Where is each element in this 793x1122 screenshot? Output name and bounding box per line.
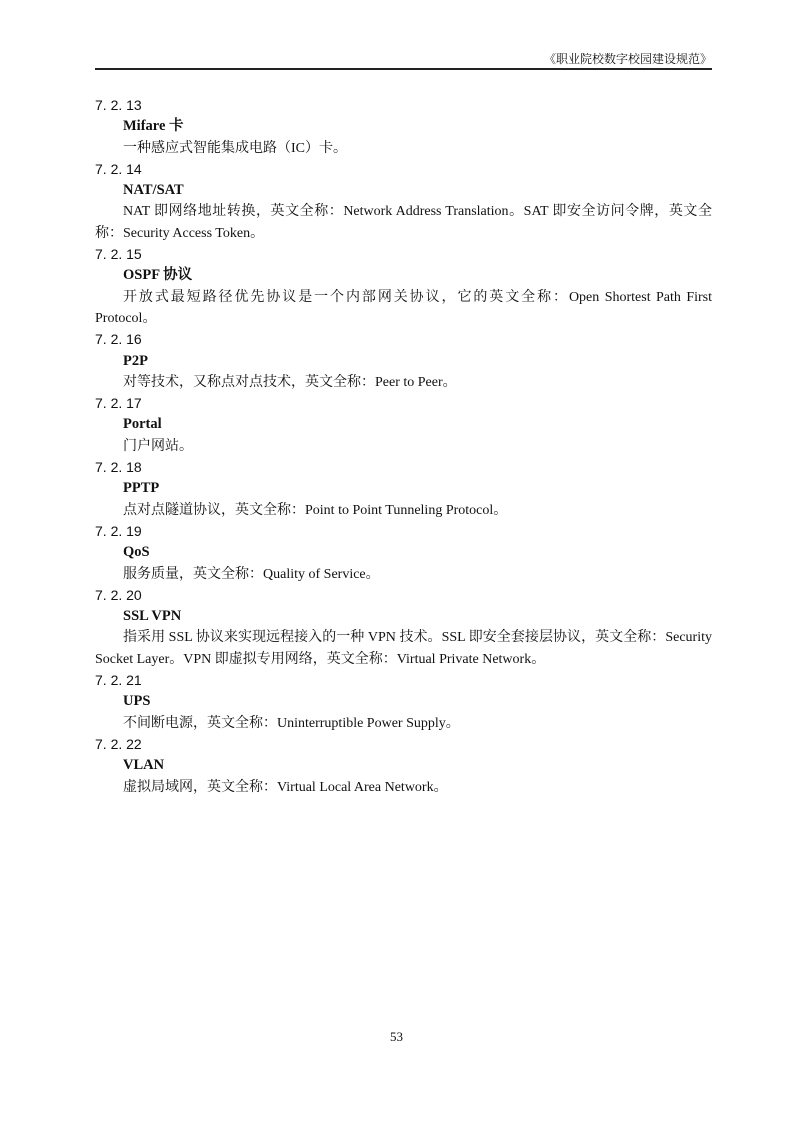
term-name: UPS bbox=[123, 693, 151, 710]
glossary-section bbox=[95, 457, 712, 521]
glossary-section bbox=[95, 244, 712, 329]
glossary-section bbox=[95, 670, 712, 734]
term-name: P2P bbox=[123, 352, 148, 369]
header-title: 《职业院校数字校园建设规范》 bbox=[543, 52, 712, 66]
glossary-section bbox=[95, 159, 712, 244]
section-number: 7. 2. 16 bbox=[95, 331, 142, 348]
section-number: 7. 2. 14 bbox=[95, 160, 142, 177]
glossary-section bbox=[95, 393, 712, 457]
glossary-content bbox=[95, 95, 712, 798]
section-number: 7. 2. 15 bbox=[95, 246, 142, 263]
glossary-section bbox=[95, 95, 712, 159]
glossary-section bbox=[95, 329, 712, 393]
term-name: OSPF 协议 bbox=[123, 267, 193, 284]
term-definition: 点对点隧道协议，英文全称：Point to Point Tunneling Protocol。 bbox=[123, 502, 508, 518]
section-number: 7. 2. 19 bbox=[95, 522, 142, 539]
term-name: SSL VPN bbox=[123, 608, 182, 625]
term-definition: 门户网站。 bbox=[123, 438, 193, 454]
term-name: Portal bbox=[123, 416, 162, 433]
page-number: 53 bbox=[390, 1029, 403, 1044]
term-name: PPTP bbox=[123, 480, 160, 497]
glossary-section bbox=[95, 521, 712, 585]
glossary-section bbox=[95, 734, 712, 798]
page-footer bbox=[0, 1028, 793, 1046]
term-name: NAT/SAT bbox=[123, 182, 184, 199]
term-definition: 开放式最短路径优先协议是一个内部网关协议，它的英文全称：Open Shortest Path First Protocol。 bbox=[95, 289, 712, 326]
section-number: 7. 2. 13 bbox=[95, 97, 142, 113]
glossary-section bbox=[95, 585, 712, 670]
term-definition: 一种感应式智能集成电路（IC）卡。 bbox=[123, 140, 347, 156]
term-definition: 对等技术，又称点对点技术，英文全称：Peer to Peer。 bbox=[123, 374, 457, 390]
term-name: QoS bbox=[123, 544, 150, 561]
section-number: 7. 2. 20 bbox=[95, 586, 142, 603]
term-definition: 不间断电源，英文全称：Uninterruptible Power Supply。 bbox=[123, 715, 460, 731]
term-definition: 虚拟局域网，英文全称：Virtual Local Area Network。 bbox=[123, 779, 448, 795]
section-number: 7. 2. 21 bbox=[95, 672, 142, 689]
section-number: 7. 2. 17 bbox=[95, 395, 142, 412]
term-definition: 服务质量，英文全称：Quality of Service。 bbox=[123, 566, 380, 582]
section-number: 7. 2. 18 bbox=[95, 459, 142, 476]
term-name: Mifare 卡 bbox=[123, 118, 184, 135]
term-definition: 指采用 SSL 协议来实现远程接入的一种 VPN 技术。SSL 即安全套接层协议，英文全称：Security Socket Layer。VPN 即虚拟专用网络，英文全称：Virtual Private Network。 bbox=[95, 630, 712, 667]
term-name: VLAN bbox=[123, 757, 165, 774]
section-number: 7. 2. 22 bbox=[95, 735, 142, 752]
term-definition: NAT 即网络地址转换，英文全称：Network Address Translation。SAT 即安全访问令牌，英文全称：Security Access Token。 bbox=[95, 204, 712, 241]
page-header bbox=[95, 0, 712, 70]
